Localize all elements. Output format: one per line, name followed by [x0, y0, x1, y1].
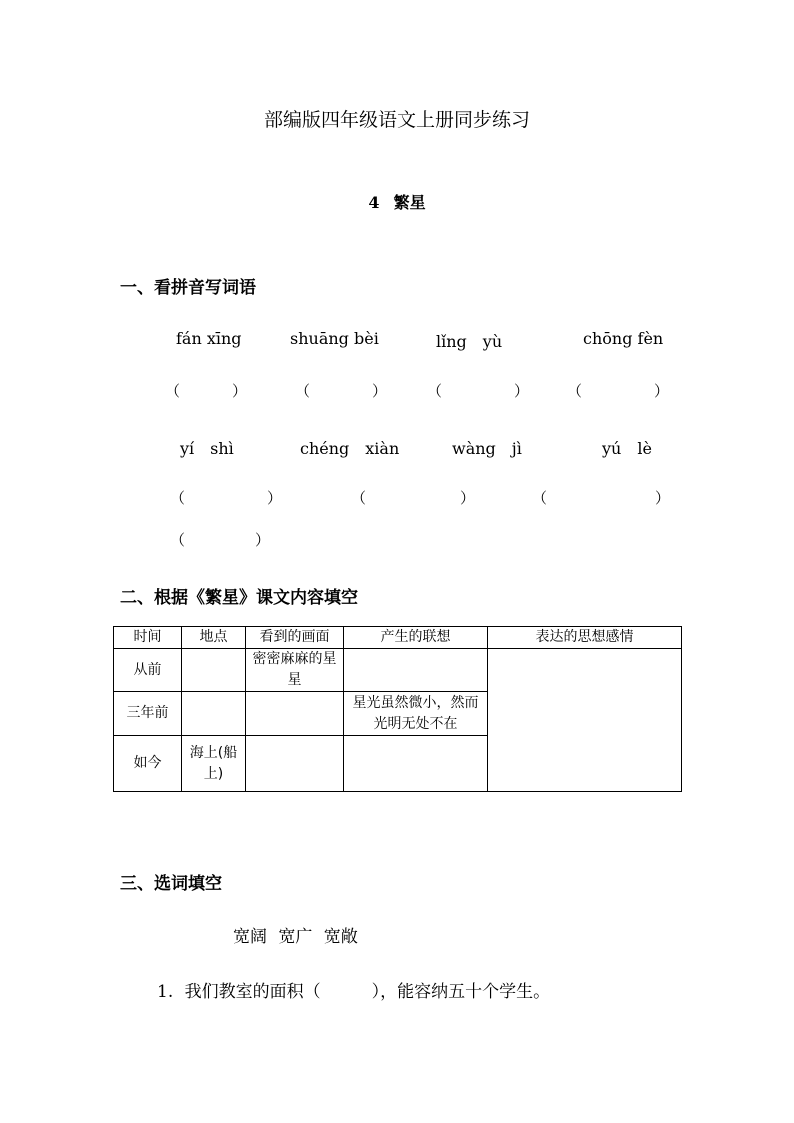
close-paren: ）	[267, 489, 283, 507]
pinyin-fan-xing: fán xīng	[176, 329, 242, 348]
section1-heading: 一、看拼音写词语	[120, 278, 256, 298]
header-association: 产生的联想	[344, 627, 488, 649]
answer-blank-4[interactable]	[567, 380, 669, 401]
cell-place[interactable]	[182, 692, 246, 736]
cell-time: 从前	[114, 649, 182, 692]
pinyin-shuang-bei: shuāng bèi	[290, 329, 379, 348]
lesson-heading	[0, 190, 794, 213]
word-choices: 宽阔 宽广 宽敞	[233, 927, 358, 947]
section2-heading: 二、根据《繁星》课文内容填空	[120, 588, 358, 608]
cell-scene: 密密麻麻的星星	[246, 649, 344, 692]
open-paren: （	[351, 489, 367, 507]
cell-association[interactable]	[344, 736, 488, 792]
pinyin-wang-ji: wàng jì	[452, 439, 522, 458]
cell-feeling[interactable]	[488, 649, 682, 792]
open-paren: （	[165, 382, 181, 400]
open-paren: （	[170, 531, 186, 549]
fill-in-table	[113, 626, 682, 792]
answer-blank-5[interactable]	[170, 487, 282, 508]
close-paren: ）	[255, 531, 271, 549]
answer-blank-7[interactable]	[532, 487, 670, 508]
table-header-row	[114, 627, 682, 649]
pinyin-ling-yu: lǐng yù	[436, 332, 503, 351]
cell-place: 海上(船上)	[182, 736, 246, 792]
cell-association[interactable]	[344, 649, 488, 692]
pinyin-cheng-xian: chéng xiàn	[300, 439, 400, 458]
section3-heading: 三、选词填空	[120, 874, 222, 894]
cell-association: 星光虽然微小，然而光明无处不在	[344, 692, 488, 736]
open-paren: （	[532, 489, 548, 507]
open-paren: （	[427, 382, 443, 400]
header-place: 地点	[182, 627, 246, 649]
cell-scene[interactable]	[246, 736, 344, 792]
lesson-number: 4	[368, 193, 380, 212]
open-paren: （	[170, 489, 186, 507]
answer-blank-8[interactable]	[170, 529, 270, 550]
answer-blank-6[interactable]	[351, 487, 475, 508]
answer-blank-3[interactable]	[427, 380, 529, 401]
open-paren: （	[295, 382, 311, 400]
close-paren: ）	[232, 382, 248, 400]
question-text[interactable]: 我们教室的面积（ ），能容纳五十个学生。	[184, 982, 551, 1002]
pinyin-chong-fen: chōng fèn	[583, 329, 664, 348]
lesson-title: 繁星	[393, 193, 426, 212]
close-paren: ）	[460, 489, 476, 507]
header-feeling: 表达的思想感情	[488, 627, 682, 649]
cell-time: 三年前	[114, 692, 182, 736]
header-scene: 看到的画面	[246, 627, 344, 649]
cell-scene[interactable]	[246, 692, 344, 736]
question-1	[157, 977, 550, 1002]
cell-time: 如今	[114, 736, 182, 792]
table-row	[114, 649, 682, 692]
document-title: 部编版四年级语文上册同步练习	[263, 109, 530, 131]
answer-blank-1[interactable]	[165, 380, 247, 401]
close-paren: ）	[514, 382, 530, 400]
open-paren: （	[567, 382, 583, 400]
pinyin-yi-shi: yí shì	[180, 439, 234, 458]
question-number: 1.	[157, 982, 174, 1002]
header-time: 时间	[114, 627, 182, 649]
answer-blank-2[interactable]	[295, 380, 387, 401]
cell-place[interactable]	[182, 649, 246, 692]
close-paren: ）	[654, 382, 670, 400]
close-paren: ）	[372, 382, 388, 400]
pinyin-yu-le: yú lè	[602, 439, 652, 458]
close-paren: ）	[655, 489, 671, 507]
